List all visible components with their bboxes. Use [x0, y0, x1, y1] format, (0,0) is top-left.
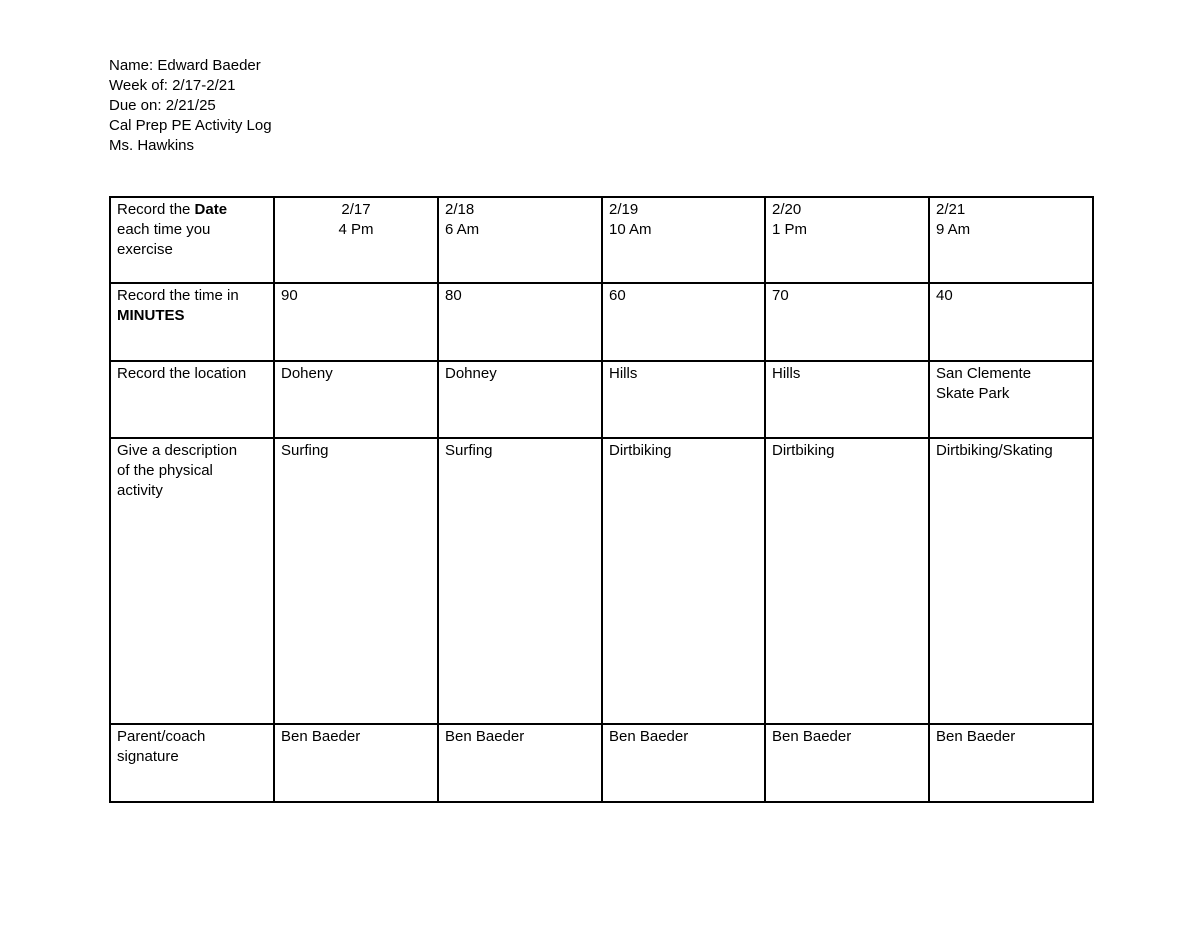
date-row — [110, 197, 1093, 283]
student-name: Name: Edward Baeder — [109, 57, 261, 74]
minutes-cell: 40 — [929, 283, 1093, 361]
date-emphasis: Date — [194, 201, 228, 218]
signature-cell: Ben Baeder — [274, 724, 438, 802]
signature-row — [110, 724, 1093, 802]
date-cell: 2/21 9 Am — [929, 197, 1093, 283]
date-cell: 2/17 4 Pm — [274, 197, 438, 283]
description-cell: Surfing — [438, 438, 602, 724]
signature-cell: Ben Baeder — [929, 724, 1093, 802]
date-row-label: Record the Date each time you exercise — [110, 197, 274, 283]
minutes-cell: 60 — [602, 283, 765, 361]
description-cell: Dirtbiking — [765, 438, 929, 724]
signature-cell: Ben Baeder — [765, 724, 929, 802]
description-cell: Dirtbiking — [602, 438, 765, 724]
description-cell: Surfing — [274, 438, 438, 724]
description-row — [110, 438, 1093, 724]
minutes-cell: 90 — [274, 283, 438, 361]
date-cell: 2/20 1 Pm — [765, 197, 929, 283]
course-title: Cal Prep PE Activity Log — [109, 117, 272, 134]
document-header — [109, 56, 272, 156]
signature-cell: Ben Baeder — [602, 724, 765, 802]
activity-log-table — [109, 196, 1094, 803]
date-cell: 2/19 10 Am — [602, 197, 765, 283]
minutes-row-label: Record the time in MINUTES — [110, 283, 274, 361]
minutes-emphasis: MINUTES — [117, 307, 185, 324]
date-cell: 2/18 6 Am — [438, 197, 602, 283]
minutes-row — [110, 283, 1093, 361]
location-cell: Doheny — [274, 361, 438, 438]
week-of: Week of: 2/17-2/21 — [109, 77, 236, 94]
location-cell: Dohney — [438, 361, 602, 438]
minutes-cell: 70 — [765, 283, 929, 361]
description-cell: Dirtbiking/Skating — [929, 438, 1093, 724]
due-date: Due on: 2/21/25 — [109, 97, 216, 114]
location-row — [110, 361, 1093, 438]
location-cell: Hills — [602, 361, 765, 438]
location-cell: San Clemente Skate Park — [929, 361, 1093, 438]
signature-cell: Ben Baeder — [438, 724, 602, 802]
teacher-name: Ms. Hawkins — [109, 137, 195, 154]
location-row-label: Record the location — [110, 361, 274, 438]
signature-row-label: Parent/coach signature — [110, 724, 274, 802]
location-cell: Hills — [765, 361, 929, 438]
minutes-cell: 80 — [438, 283, 602, 361]
description-row-label: Give a description of the physical activity — [110, 438, 274, 724]
